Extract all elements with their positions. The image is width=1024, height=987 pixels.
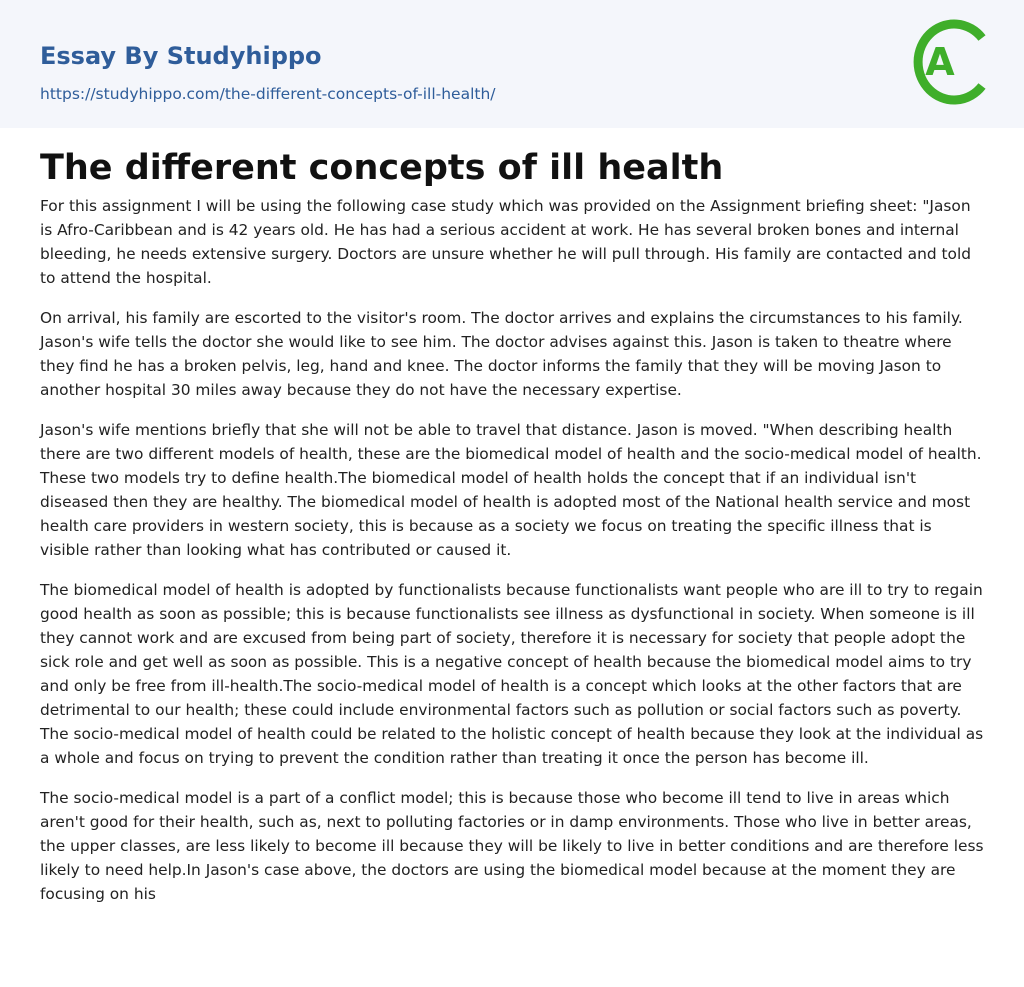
essay-paragraph: For this assignment I will be using the following case study which was provided on the Assignment briefing sheet: "Jason is Afro-Caribbean and is 42 years old. He has had a serious accident at work. He has several broken bones and internal bleeding, he needs extensive surgery. Doctors are unsure whether he will pull through. His family are contacted and told to attend the hospital. — [40, 197, 972, 287]
site-header — [0, 0, 1024, 128]
site-brand[interactable]: Essay By Studyhippo — [40, 42, 322, 70]
studyhippo-logo-icon[interactable] — [912, 18, 988, 106]
essay-paragraph: On arrival, his family are escorted to the visitor's room. The doctor arrives and explains the circumstances to his family. Jason's wife tells the doctor she would like to see him. The doctor advises against this. Jason is taken to theatre where they find he has a broken pelvis, leg, hand and knee. The doctor informs the family that they will be moving Jason to another hospital 30 miles away because they do not have the necessary expertise. — [40, 309, 963, 399]
essay-paragraph: The socio-medical model is a part of a conflict model; this is because those who become ill tend to live in areas which aren't good for their health, such as, next to polluting factories or in damp environments. Those who live in better areas, the upper classes, are less likely to become ill because they will be likely to live in better conditions and are therefore less likely to need help.In Jason's case above, the doctors are using the biomedical model because at the moment they are focusing on his — [40, 789, 984, 903]
essay-body — [40, 194, 984, 922]
essay-title: The different concepts of ill health — [40, 148, 724, 188]
essay-paragraph: The biomedical model of health is adopted by functionalists because functionalists want people who are ill to try to regain good health as soon as possible; this is because functionalists see illness as dysfunctional in society. When someone is ill they cannot work and are excused from being part of society, therefore it is necessary for society that people adopt the sick role and get well as soon as possible. This is a negative concept of health because the biomedical model aims to try and only be free from ill-health.The socio-medical model of health is a concept which looks at the other factors that are detrimental to our health; these could include environmental factors such as pollution or social factors such as poverty. The socio-medical model of health could be related to the holistic concept of health because they look at the individual as a whole and focus on trying to prevent the condition rather than treating it once the person has become ill. — [40, 581, 984, 767]
logo-letter: A — [925, 40, 955, 84]
essay-url-link[interactable]: https://studyhippo.com/the-different-concepts-of-ill-health/ — [40, 85, 496, 103]
essay-paragraph: Jason's wife mentions briefly that she will not be able to travel that distance. Jason is moved. "When describing health there are two different models of health, these are the biomedical model of health and the socio-medical model of health. These two models try to define health.The biomedical model of health holds the concept that if an individual isn't diseased then they are healthy. The biomedical model of health is adopted most of the National health service and most health care providers in western society, this is because as a society we focus on treating the specific illness that is visible rather than looking what has contributed or caused it. — [40, 421, 982, 559]
